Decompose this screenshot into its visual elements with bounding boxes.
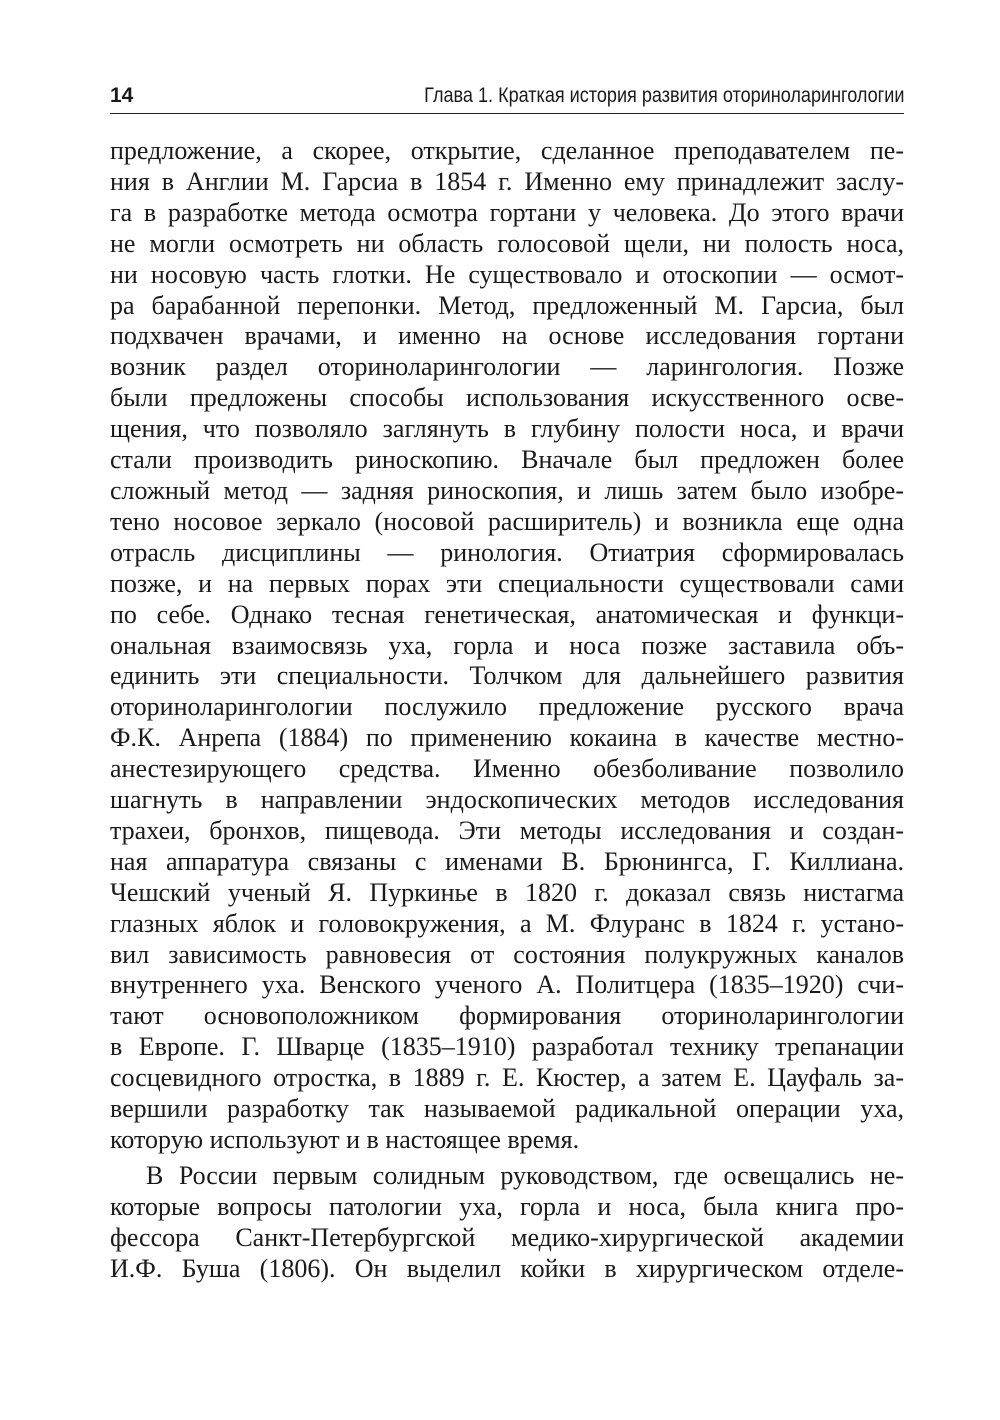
page-number: 14	[110, 84, 134, 107]
text-line: возник раздел оториноларингологии — ларингология. Позже	[110, 352, 904, 382]
text-line: сосцевидного отростка, в 1889 г. Е. Кюстер, а затем Е. Цауфаль за-	[110, 1063, 904, 1093]
text-line: трахеи, бронхов, пищевода. Эти методы исследования и создан-	[110, 815, 904, 845]
text-line: стали производить риноскопию. Вначале был предложен более	[110, 445, 904, 475]
text-line: глазных яблок и головокружения, а М. Флуранс в 1824 г. устано-	[110, 908, 904, 938]
text-line: не могли осмотреть ни область голосовой щели, ни полость носа,	[110, 228, 904, 258]
text-line: В России первым солидным руководством, где освещались не-	[146, 1160, 904, 1190]
text-line: га в разработке метода осмотра гортани у человека. До этого врачи	[110, 197, 904, 227]
text-line: которые вопросы патологии уха, горла и носа, была книга про-	[110, 1191, 904, 1221]
text-line: единить эти специальности. Толчком для дальнейшего развития	[110, 661, 904, 691]
text-line: ная аппаратура связаны с именами В. Брюнингса, Г. Киллиана.	[110, 846, 904, 876]
paragraph-2	[110, 1161, 904, 1285]
text-line: ни носовую часть глотки. Не существовало и отоскопии — осмот-	[110, 259, 904, 289]
text-line: ния в Англии М. Гарсиа в 1854 г. Именно ему принадлежит заслу-	[110, 166, 904, 196]
text-line: И.Ф. Буша (1806). Он выделил койки в хирургическом отделе-	[110, 1253, 904, 1283]
running-title: Глава 1. Краткая история развития оториноларингологии	[423, 84, 904, 107]
text-line: оториноларингологии послужило предложение русского врача	[110, 692, 904, 722]
text-line: по себе. Однако тесная генетическая, анатомическая и функци-	[110, 599, 904, 629]
text-line: щения, что позволяло заглянуть в глубину полости носа, и врачи	[110, 414, 904, 444]
text-line: вершили разработку так называемой радикальной операции уха,	[110, 1094, 904, 1124]
text-line: которую используют и в настоящее время.	[110, 1125, 580, 1154]
text-line: внутреннего уха. Венского ученого А. Политцера (1835–1920) счи-	[110, 970, 904, 1000]
paragraph-1	[110, 136, 904, 1156]
text-line: позже, и на первых порах эти специальности существовали сами	[110, 568, 904, 598]
text-line: отрасль дисциплины — ринология. Отиатрия сформировалась	[110, 537, 904, 567]
text-line: были предложены способы использования искусственного осве-	[110, 383, 904, 413]
text-line: в Европе. Г. Шварце (1835–1910) разработал технику трепанации	[110, 1032, 904, 1062]
book-page	[110, 84, 904, 1285]
text-line: Чешский ученый Я. Пуркинье в 1820 г. доказал связь нистагма	[110, 877, 904, 907]
text-line: сложный метод — задняя риноскопия, и лишь затем было изобре-	[110, 475, 904, 505]
text-line: подхвачен врачами, и именно на основе исследования гортани	[110, 321, 904, 351]
text-line: ональная взаимосвязь уха, горла и носа позже заставила объ-	[110, 630, 904, 660]
text-line: анестезирующего средства. Именно обезболивание позволило	[110, 754, 904, 784]
text-line: вил зависимость равновесия от состояния полукружных каналов	[110, 939, 904, 969]
text-line: предложение, а скорее, открытие, сделанное преподавателем пе-	[110, 136, 904, 165]
page-header	[110, 84, 904, 114]
text-line: ра барабанной перепонки. Метод, предложенный М. Гарсиа, был	[110, 290, 904, 320]
text-line: фессора Санкт-Петербургской медико-хирургической академии	[110, 1222, 904, 1252]
text-line: тают основоположником формирования оториноларингологии	[110, 1001, 904, 1031]
body-text	[110, 136, 904, 1285]
text-line: тено носовое зеркало (носовой расширитель) и возникла еще одна	[110, 506, 904, 536]
text-line: шагнуть в направлении эндоскопических методов исследования	[110, 785, 904, 815]
text-line: Ф.К. Анрепа (1884) по применению кокаина в качестве местно-	[110, 723, 904, 753]
